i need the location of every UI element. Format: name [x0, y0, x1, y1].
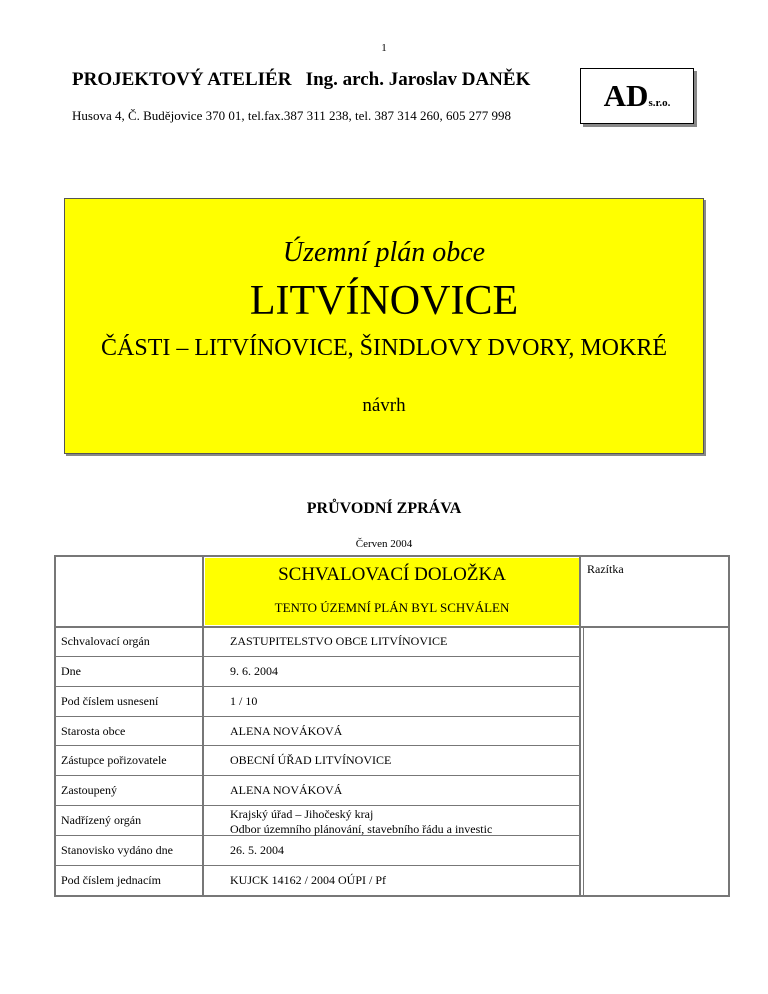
row-value-mayor: ALENA NOVÁKOVÁ	[230, 724, 343, 738]
cover-subtitle: Územní plán obce	[282, 237, 486, 268]
row-label-date: Dne	[61, 664, 81, 678]
approval-title: SCHVALOVACÍ DOLOŽKA	[278, 564, 506, 585]
row-value-superior-body: Krajský úřad – Jihočeský kraj	[230, 807, 374, 821]
row-label-superior-body: Nadřízený orgán	[61, 813, 142, 827]
row-label-mayor: Starosta obce	[61, 724, 126, 738]
row-label-resolution-number: Pod číslem usnesení	[61, 694, 159, 708]
row-value-opinion-date: 26. 5. 2004	[230, 843, 284, 857]
row-value-procurer-representative: OBECNÍ ÚŘAD LITVÍNOVICE	[230, 753, 392, 767]
row-value-represented-by: ALENA NOVÁKOVÁ	[230, 783, 343, 797]
cover-title: LITVÍNOVICE	[249, 278, 519, 324]
report-date: Červen 2004	[355, 538, 413, 550]
report-title: PRŮVODNÍ ZPRÁVA	[306, 500, 462, 517]
cover-parts: ČÁSTI – LITVÍNOVICE, ŠINDLOVY DVORY, MOKRÉ	[101, 335, 667, 361]
page-number: 1	[381, 42, 387, 54]
company-logo	[580, 68, 694, 124]
cover-status: návrh	[362, 395, 406, 416]
row-value-resolution-number: 1 / 10	[230, 694, 258, 708]
row-label-approving-body: Schvalovací orgán	[61, 634, 150, 648]
row-label-opinion-date: Stanovisko vydáno dne	[61, 843, 173, 857]
logo-sub-text: s.r.o.	[648, 97, 671, 109]
logo-main-text: AD	[603, 78, 649, 113]
row-value-reference-number: KUJCK 14162 / 2004 OÚPI / Pf	[230, 873, 387, 887]
cover-title-box	[64, 198, 704, 454]
approval-subtitle: TENTO ÚZEMNÍ PLÁN BYL SCHVÁLEN	[274, 600, 510, 615]
row-value-superior-body-dept: Odbor územního plánování, stavebního řádu a investic	[230, 822, 493, 836]
row-value-approving-body: ZASTUPITELSTVO OBCE LITVÍNOVICE	[230, 634, 448, 648]
row-label-reference-number: Pod číslem jednacím	[61, 873, 161, 887]
atelier-name: PROJEKTOVÝ ATELIÉR Ing. arch. Jaroslav DANĚK	[72, 69, 531, 90]
row-label-represented-by: Zastoupený	[61, 783, 117, 797]
stamps-label: Razítka	[587, 562, 624, 576]
row-value-date: 9. 6. 2004	[230, 664, 278, 678]
atelier-address: Husova 4, Č. Budějovice 370 01, tel.fax.387 311 238, tel. 387 314 260, 605 277 998	[72, 108, 511, 123]
row-label-procurer-representative: Zástupce pořizovatele	[61, 753, 167, 767]
